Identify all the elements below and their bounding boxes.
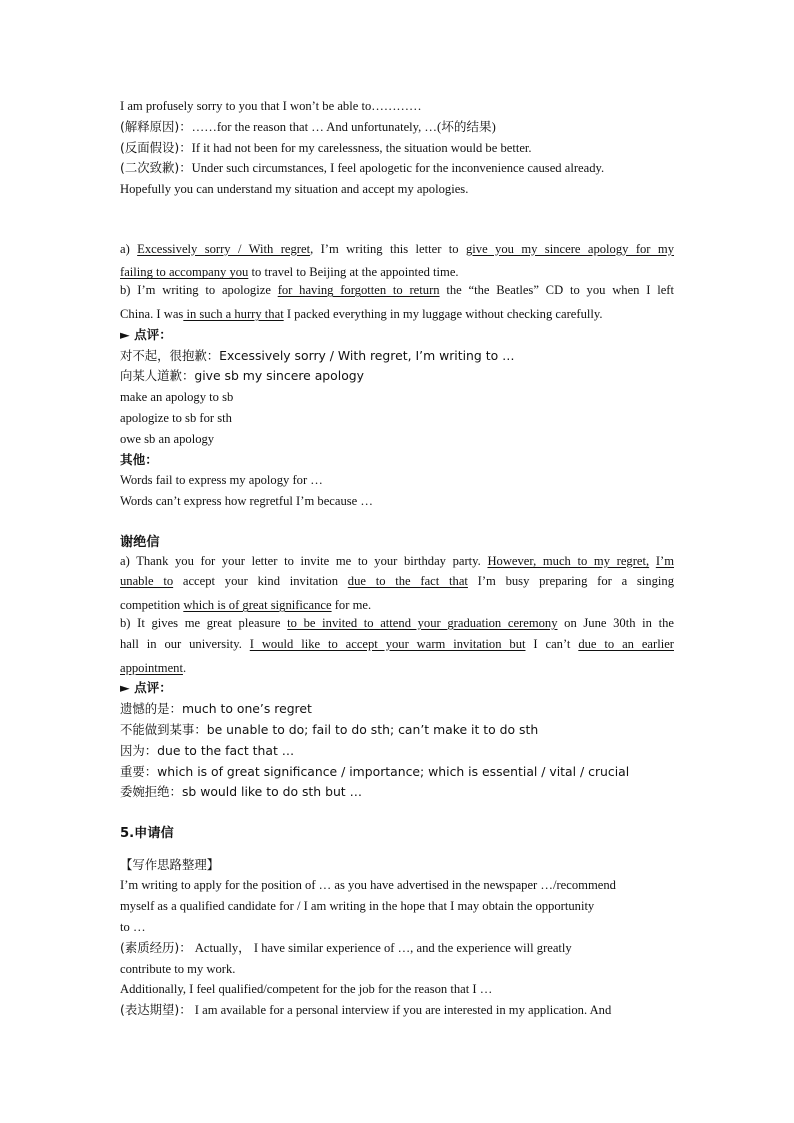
outline-heading: 【写作思路整理】 [120,856,220,872]
comment-item: 重要：which is of great significance / importance; which is essential / vital / crucial [120,763,630,779]
document-body [120,96,674,1021]
example-text: b) I’m writing to apologize [120,283,278,298]
assumption-text: If it had not been for my carelessness, the situation would be better. [191,140,532,155]
example-text: I packed everything in my luggage without checking carefully. [283,306,603,321]
spacer [120,200,674,221]
decline-phrase: appointment [120,660,183,675]
apology-example-a-line-2 [120,262,674,283]
example-text: to travel to Beijing at the appointed time. [248,265,459,280]
application-line [120,1000,674,1021]
spacer [120,512,674,533]
application-line [120,938,674,959]
example-text: a) Thank you for your letter to invite me to your birthday party. [120,553,488,568]
example-text: China. I was [120,306,184,321]
apology-example-a-line-1 [120,242,674,263]
other-heading: 其他： [120,451,158,467]
other-item: Words fail to express my apology for … [120,473,323,488]
experience-text: Actually， I have similar experience of …, and the experience will greatly [191,940,572,955]
decline-phrase: to be invited to attend your graduation ceremony [287,615,558,630]
intro-line-5: Hopefully you can understand my situation and accept my apologies. [120,182,469,197]
apology-phrase: failing to accompany you [120,265,249,280]
section-title-decline: 谢绝信 [120,534,160,550]
decline-example-b-line-3 [120,658,674,679]
experience-tag: (素质经历)： [120,939,192,955]
example-text: hall in our university. [120,636,250,651]
reason-tag: (解释原因)： [120,118,192,134]
example-text: on June 30th in the [557,615,674,630]
assumption-tag: (反面假设)： [120,139,192,155]
application-line: myself as a qualified candidate for / I am writing in the hope that I may obtain the opportunity [120,899,595,914]
decline-example-b-line-2 [120,637,674,658]
apology-phrase: Excessively sorry / With regret [137,241,311,256]
example-text: accept your kind invitation [173,574,348,589]
intro-line-2 [120,117,674,138]
comment-heading: ► 点评： [120,326,172,342]
intro-line-3 [120,138,674,159]
application-line: contribute to my work. [120,961,236,976]
decline-example-a-line-2 [120,574,674,595]
intro-line-4 [120,158,674,179]
comment-heading: ► 点评： [120,680,172,696]
expectation-tag: (表达期望)： [120,1002,192,1018]
decline-example-b-line-1 [120,616,674,637]
reason-text: ……for the reason that … And unfortunately, …(坏的结果) [191,119,496,134]
intro-line-1: I am profusely sorry to you that I won’t be able to………… [120,99,422,113]
decline-phrase: I’m [655,553,674,568]
decline-phrase: unable to [120,574,174,589]
example-text: , I’m writing this letter to [310,241,466,256]
decline-example-a-line-1 [120,554,674,575]
example-label: a) [120,241,138,256]
application-line: I’m writing to apply for the position of … as you have advertised in the newspaper …/recommend [120,878,616,893]
application-line: to … [120,920,146,935]
expectation-text: I am available for a personal interview if you are interested in my application. And [191,1003,612,1018]
comment-item: 向某人道歉：give sb my sincere apology [120,368,364,384]
example-text: competition [120,598,184,613]
comment-item: owe sb an apology [120,431,215,446]
apology-phrase: give you my sincere apology for my [465,241,674,256]
example-text: for me. [331,598,372,613]
section-title-application: 5.申请信 [120,825,174,841]
decline-phrase: which is of great significance [183,598,332,613]
decline-phrase: I would like to accept your warm invitation but [249,636,526,651]
comment-item: make an apology to sb [120,390,234,405]
apology-phrase: in such a hurry that [183,306,284,321]
example-text: I’m busy preparing for a singing [467,574,674,589]
comment-item: 委婉拒绝：sb would like to do sth but … [120,784,362,800]
apology-example-b-line-2 [120,304,674,325]
comment-item: 不能做到某事：be unable to do; fail to do sth; can’t make it to do sth [120,721,539,737]
decline-phrase: However, much to my regret, [487,553,650,568]
decline-phrase: due to an earlier [578,636,674,651]
decline-example-a-line-3 [120,595,674,616]
apology-example-b-line-1 [120,283,674,304]
example-text: the “the Beatles” CD to you when I left [439,283,674,298]
spacer [120,845,674,855]
decline-phrase: due to the fact that [347,574,468,589]
application-line: Additionally, I feel qualified/competent for the job for the reason that I … [120,982,493,997]
comment-item: apologize to sb for sth [120,410,232,425]
comment-item: 因为：due to the fact that … [120,742,295,758]
comment-item: 遗憾的是：much to one’s regret [120,701,312,717]
comment-item: 对不起，很抱歉：Excessively sorry / With regret, I’m writing to … [120,347,515,363]
spacer [120,221,674,242]
example-text: b) It gives me great pleasure [120,615,288,630]
apology-phrase: for having forgotten to return [277,283,440,298]
example-text: I can’t [525,636,579,651]
reapology-tag: (二次致歉)： [120,160,192,176]
spacer [120,803,674,824]
other-item: Words can’t express how regretful I’m because … [120,494,373,509]
reapology-text: Under such circumstances, I feel apologetic for the inconvenience caused already. [191,161,605,176]
example-text: . [182,660,187,675]
